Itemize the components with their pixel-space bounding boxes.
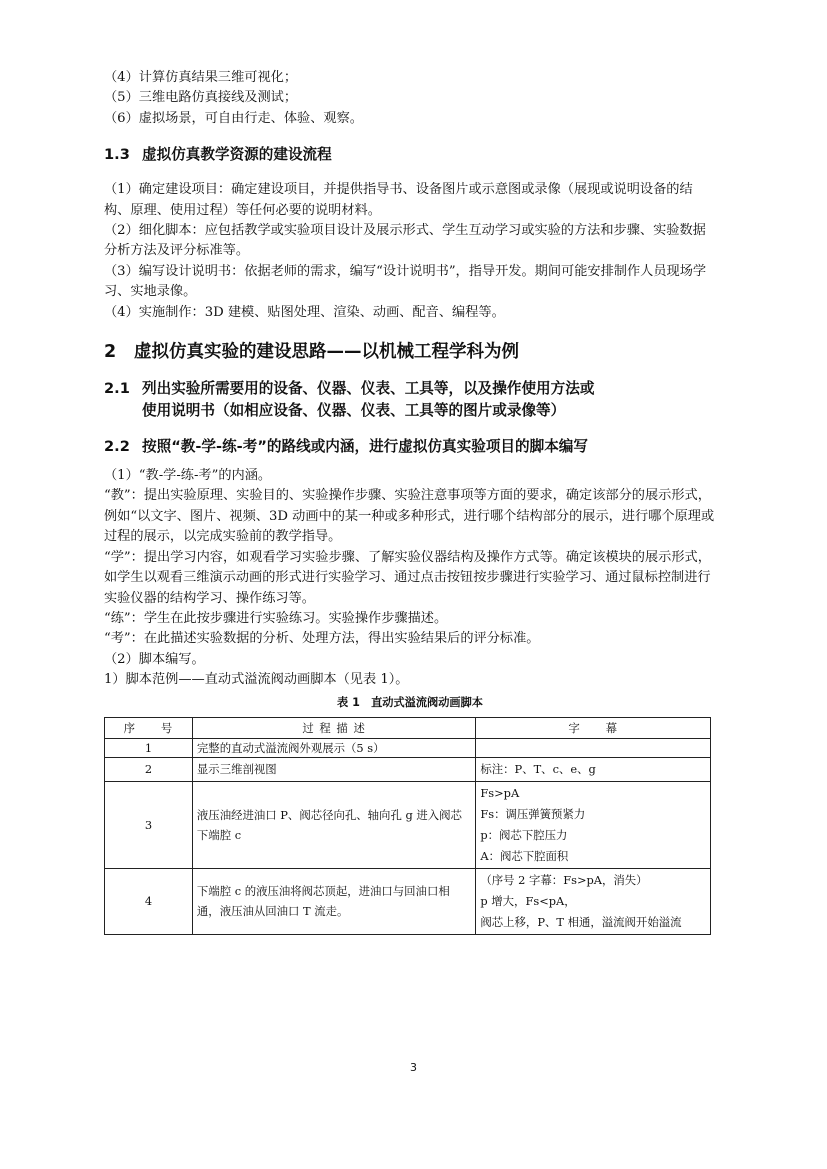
subtitle-line: 标注：P、T、c、e、g [480, 761, 596, 776]
section-title-line2: 使用说明书（如相应设备、仪器、仪表、工具等的图片或录像等） [142, 402, 566, 420]
cell-desc: 液压油经进油口 P、阀芯径向孔、轴向孔 g 进入阀芯下端腔 c [192, 781, 475, 868]
subtitle-line: （序号 2 字幕：Fs>pA，消失） [480, 872, 648, 887]
paragraph: （1）确定建设项目：确定建设项目，并提供指导书、设备图片或示意图或录像（展现或说明设备的结构、原理、使用过程）等任何必要的说明材料。 [104, 182, 693, 218]
cell-no: 3 [105, 781, 193, 868]
paragraph: 1）脚本范例——直动式溢流阀动画脚本（见表 1）。 [104, 672, 409, 688]
section-title-line1: 列出实验所需要用的设备、仪器、仪表、工具等，以及操作使用方法或 [142, 380, 595, 398]
paragraph: （2）脚本编写。 [104, 651, 205, 667]
section-number: 2.2 [104, 438, 130, 456]
cell-no: 2 [105, 757, 193, 781]
paragraph: “练”：学生在此按步骤进行实验练习。实验操作步骤描述。 [104, 610, 448, 626]
cell-sub [476, 757, 711, 781]
table-row [105, 757, 711, 781]
paragraph: “学”：提出学习内容，如观看学习实验步骤、了解实验仪器结构及操作方式等。确定该模块的展示形式，如学生以观看三维演示动画的形式进行实验学习、通过点击按钮按步骤进行实验学习、通过鼠标控制进行实验仪器的结构学习、操作练习等。 [104, 549, 711, 606]
list-item: （6）虚拟场景，可自由行走、体验、观察。 [104, 110, 363, 126]
list-item: （4）计算仿真结果三维可视化； [104, 70, 298, 85]
cell-sub [476, 868, 711, 934]
section-title: 按照“教-学-练-考”的路线或内涵，进行虚拟仿真实验项目的脚本编写 [142, 438, 588, 456]
table-caption: 表 1 直动式溢流阀动画脚本 [337, 695, 483, 709]
cell-desc: 显示三维剖视图 [192, 757, 475, 781]
cell-no: 1 [105, 738, 193, 757]
header-desc: 过 程 描 述 [192, 717, 475, 738]
section-heading-2-1 [104, 378, 716, 422]
section-number: 2.1 [104, 380, 130, 398]
table-row [105, 868, 711, 934]
table-row [105, 781, 711, 868]
paragraph: “考”：在此描述实验数据的分析、处理方法，得出实验结果后的评分标准。 [104, 631, 540, 647]
subtitle-line: p 增大，Fs<pA， [480, 893, 576, 908]
section-title: 虚拟仿真教学资源的建设流程 [142, 146, 332, 164]
table-header-row [105, 717, 711, 738]
subtitle-line: p：阀芯下腔压力 [480, 827, 568, 842]
page-body [104, 68, 716, 935]
table-row [105, 738, 711, 757]
cell-no: 4 [105, 868, 193, 934]
subtitle-line: A：阀芯下腔面积 [480, 848, 569, 863]
paragraph: （4）实施制作：3D 建模、贴图处理、渲染、动画、配音、编程等。 [104, 304, 505, 320]
section-heading-1-3 [104, 144, 716, 166]
section-number: 2 [104, 342, 117, 363]
section-heading-2 [104, 340, 716, 364]
paragraph: （1）“教-学-练-考”的内涵。 [104, 468, 272, 484]
section-title: 虚拟仿真实验的建设思路——以机械工程学科为例 [134, 342, 519, 363]
section-heading-2-2 [104, 436, 716, 458]
cell-desc: 下端腔 c 的液压油将阀芯顶起，进油口与回油口相通，液压油从回油口 T 流走。 [192, 868, 475, 934]
header-no: 序 号 [105, 717, 193, 738]
cell-sub [476, 738, 711, 757]
section-number: 1.3 [104, 146, 130, 164]
list-item: （5）三维电路仿真接线及测试； [104, 90, 298, 106]
subtitle-line: Fs>pA [480, 785, 520, 800]
cell-sub [476, 781, 711, 868]
cell-desc: 完整的直动式溢流阀外观展示（5 s） [192, 738, 475, 757]
paragraph: （3）编写设计说明书：依据老师的需求，编写“设计说明书”，指导开发。期间可能安排制作人员现场学习、实地录像。 [104, 263, 707, 300]
paragraph: （2）细化脚本：应包括教学或实验项目设计及展示形式、学生互动学习或实验的方法和步骤、实验数据分析方法及评分标准等。 [104, 223, 706, 259]
paragraph: “教”：提出实验原理、实验目的、实验操作步骤、实验注意事项等方面的要求，确定该部分的展示形式，例如“以文字、图片、视频、3D 动画中的某一种或多种形式，进行哪个结构部分的展示，进行哪个原理或过程的展示，以完成实验前的教学指导。 [104, 488, 715, 545]
script-table [104, 717, 711, 935]
subtitle-line: 阀芯上移，P、T 相通，溢流阀开始溢流 [480, 914, 682, 929]
subtitle-line: Fs：调压弹簧预紧力 [480, 806, 586, 821]
header-sub: 字 幕 [476, 717, 711, 738]
page-number: 3 [410, 1061, 417, 1074]
